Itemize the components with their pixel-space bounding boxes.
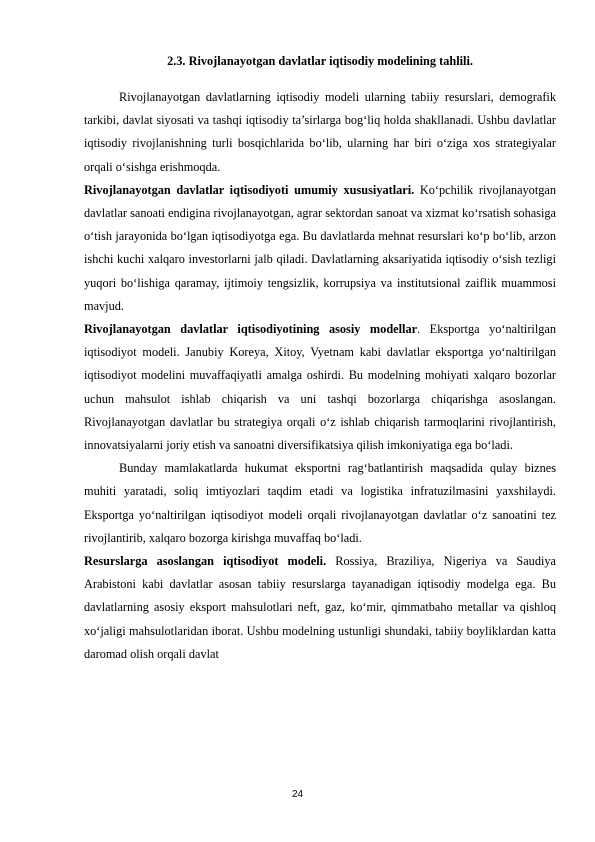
paragraph-lead: Resurslarga asoslangan iqtisodiyot modeli. [84, 554, 327, 569]
paragraph-text: Rossiya, Braziliya, Nigeriya va Saudiya Arabistoni kabi davlatlar asosan tabiiy resurslarga tayanadigan iqtisodiy modelga ega. Bu davlatlarning asosiy eksport mahsulotlari neft, gaz, ko‘mir, qimmatbaho metallar va qishloq xo‘jaligi mahsulotlaridan iborat. Ushbu modelning ustunligi shundaki, tabiiy boyliklardan katta daromad olish orqali davlat [84, 554, 557, 661]
section-title: 2.3. Rivojlanayotgan davlatlar iqtisodiy modelining tahlili. [167, 54, 473, 68]
paragraph-intro [84, 86, 556, 179]
paragraph-general-features [84, 179, 556, 318]
paragraph-export-policy [84, 457, 556, 550]
page-number: 24 [291, 789, 304, 800]
paragraph-text: . Eksportga yo‘naltirilgan iqtisodiyot modeli. Janubiy Koreya, Xitoy, Vyetnam kabi davlatlar eksportga yo‘naltirilgan iqtisodiyot modelini muvaffaqiyatli amalga oshirdi. Bu modelning mohiyati xalqaro bozorlar uchun mahsulot ishlab chiqarish va uni tashqi bozorlarga chiqarishga asoslangan. Rivojlanayotgan davlatlar bu strategiya orqali o‘z ishlab chiqarish tarmoqlarini rivojlantirish, innovatsiyalarni joriy etish va sanoatni diversifikatsiya qilish imkoniyatiga ega bo‘ladi. [84, 322, 557, 453]
paragraph-resource-model [84, 550, 556, 666]
paragraph-lead: Rivojlanayotgan davlatlar iqtisodiyoti umumiy xususiyatlari. [84, 182, 415, 197]
paragraph-lead: Rivojlanayotgan davlatlar iqtisodiyotining asosiy modellar [84, 322, 418, 337]
paragraph-text: Rivojlanayotgan davlatlarning iqtisodiy modeli ularning tabiiy resurslari, demografik tarkibi, davlat siyosati va tashqi iqtisodiy ta’sirlarga bog‘liq holda shakllanadi. Ushbu davlatlar iqtisodiy rivojlanishning turli bosqichlarida bo‘lib, ularning har biri o‘ziga xos strategiyalar orqali o‘sishga erishmoqda. [84, 90, 556, 174]
document-page [84, 52, 556, 666]
paragraph-main-models [84, 318, 556, 457]
paragraph-text: Bunday mamlakatlarda hukumat eksportni rag‘batlantirish maqsadida qulay biznes muhiti yaratadi, soliq imtiyozlari taqdim etadi va logistika infratuzilmasini yaxshilaydi. Eksportga yo‘naltirilgan iqtisodiyot modeli orqali rivojlanayotgan davlatlar o‘z sanoatini tez rivojlantirib, xalqaro bozorga kirishga muvaffaq bo‘ladi. [84, 461, 556, 545]
paragraph-text: Ko‘pchilik rivojlanayotgan davlatlar sanoati endigina rivojlanayotgan, agrar sektordan sanoat va xizmat ko‘rsatish sohasiga o‘tish jarayonida bo‘lgan iqtisodiyotga ega. Bu davlatlarda mehnat resurslari ko‘p bo‘lib, arzon ishchi kuchi xalqaro investorlarni jalb qiladi. Davlatlarning aksariyatida iqtisodiy o‘sish tezligi yuqori bo‘lishiga qaramay, ijtimoiy tengsizlik, korrupsiya va institutsional zaiflik muammosi mavjud. [84, 182, 556, 313]
